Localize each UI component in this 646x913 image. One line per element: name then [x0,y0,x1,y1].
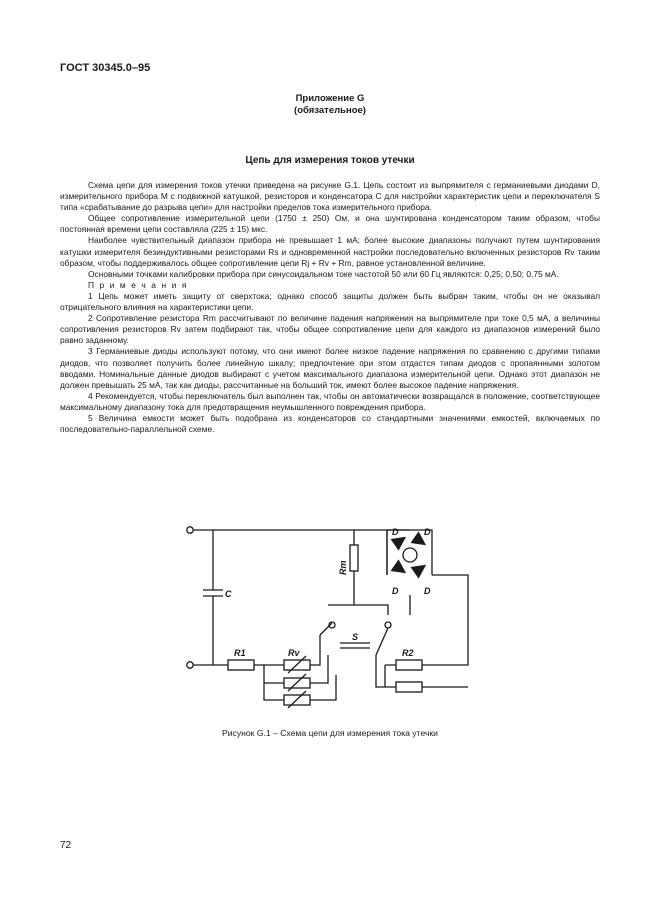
switch-contact [385,622,391,628]
paragraph: Наиболее чувствительный диапазон прибора не превышает 1 мА; более высокие диапазоны получают путем шунтирования катушки измерителя безиндуктивными резисторами Rs и одновременной настройки последовательно включенных резисторов Rv таким образом, чтобы поддерживалось общее сопротивление цепи Rj + Rv + Rm, равное установленной величине. [60,235,600,268]
resistor-rm [350,545,358,571]
resistor-r2 [396,660,422,670]
top-terminal [187,527,193,533]
note-item: 2 Сопротивление резистора Rm рассчитывают по величине падения напряжения на выпрямителе при токе 0,5 мА, а величины сопротивления резисторов Rv затем подбирают так, чтобы общее сопротивление цепи для каждого из диапазонов измерений было равно заданному. [60,313,600,346]
label-s: S [352,632,359,642]
note-item: 3 Германиевые диоды используют потому, что они имеют более низкое падение напряжения по сравнению с другими типами диодов, что позволяет получить более линейную шкалу; предпочтение при этом отдастся типам диодов с пропаянными золотом вводами. Номинальные данные диодов выбирают с учетом максимального диапазона измерительной цепи. Однако этот диапазон не должен превышать 25 мА, так как диоды, рассчитанные на больший ток, имеют более высокое падение напряжения. [60,346,600,390]
paragraph: Общее сопротивление измерительной цепи (1750 ± 250) Ом, и она шунтирована конденсатором таким образом, чтобы постоянная времени цепи составляла (225 ± 15) мкс. [60,213,600,235]
appendix-subtitle: (обязательное) [294,105,366,116]
notes-heading: П р и м е ч а н и я [88,279,188,290]
section-title: Цепь для измерения токов утечки [245,155,415,166]
paragraph: Основными точками калибровки прибора при синусоидальном токе частотой 50 или 60 Гц являются: 0,25; 0,50; 0,75 мА. [88,268,559,279]
meter-m [403,548,417,562]
note-item: 4 Рекомендуется, чтобы переключатель был выполнен так, чтобы он автоматически возвращался в положение, соответствующее максимальному диапазону тока для предотвращения неумышленного повреждения прибора. [60,390,600,412]
paragraph: Схема цепи для измерения токов утечки приведена на рисунке G.1. Цепь состоит из выпрямителя с германиевыми диодами D, измерительного прибора M с подвижной катушкой, резисторов и конденсатора C для настройки характеристик цепи и переключателя S типа «срабатывание до разрыва цепи» для настройки пределов тока измерительного прибора. [60,180,600,213]
page-number: 72 [60,840,72,851]
diode-bridge [387,530,428,577]
appendix-heading [60,93,600,117]
label-d: D [424,527,431,537]
label-r1: R1 [234,648,246,658]
resistor-r2 [396,682,422,692]
label-d: D [424,586,431,596]
label-rm: Rm [338,560,348,575]
body-text [60,180,600,435]
label-rv: Rv [288,648,300,658]
label-c: C [225,589,232,599]
label-r2: R2 [402,648,414,658]
bottom-terminal [187,662,193,668]
standard-header: ГОСТ 30345.0–95 [60,62,151,74]
label-d: D [392,527,399,537]
note-item: 5 Величина емкости может быть подобрана из конденсаторов со стандартными значениями емкостей, включаемых по последовательно-параллельной схеме. [60,412,600,435]
circuit-diagram [180,515,480,720]
note-item: 1 Цепь может иметь защиту от сверхтока; однако способ защиты должен быть выбран таким, чтобы он не оказывал отрицательного влияния на характеристики цепи. [60,290,600,313]
appendix-title: Приложение G [295,93,365,104]
label-d: D [392,586,399,596]
resistor-r1 [228,660,254,670]
capacitor-c [203,530,223,665]
figure-caption: Рисунок G.1 – Схема цепи для измерения тока утечки [222,728,438,738]
